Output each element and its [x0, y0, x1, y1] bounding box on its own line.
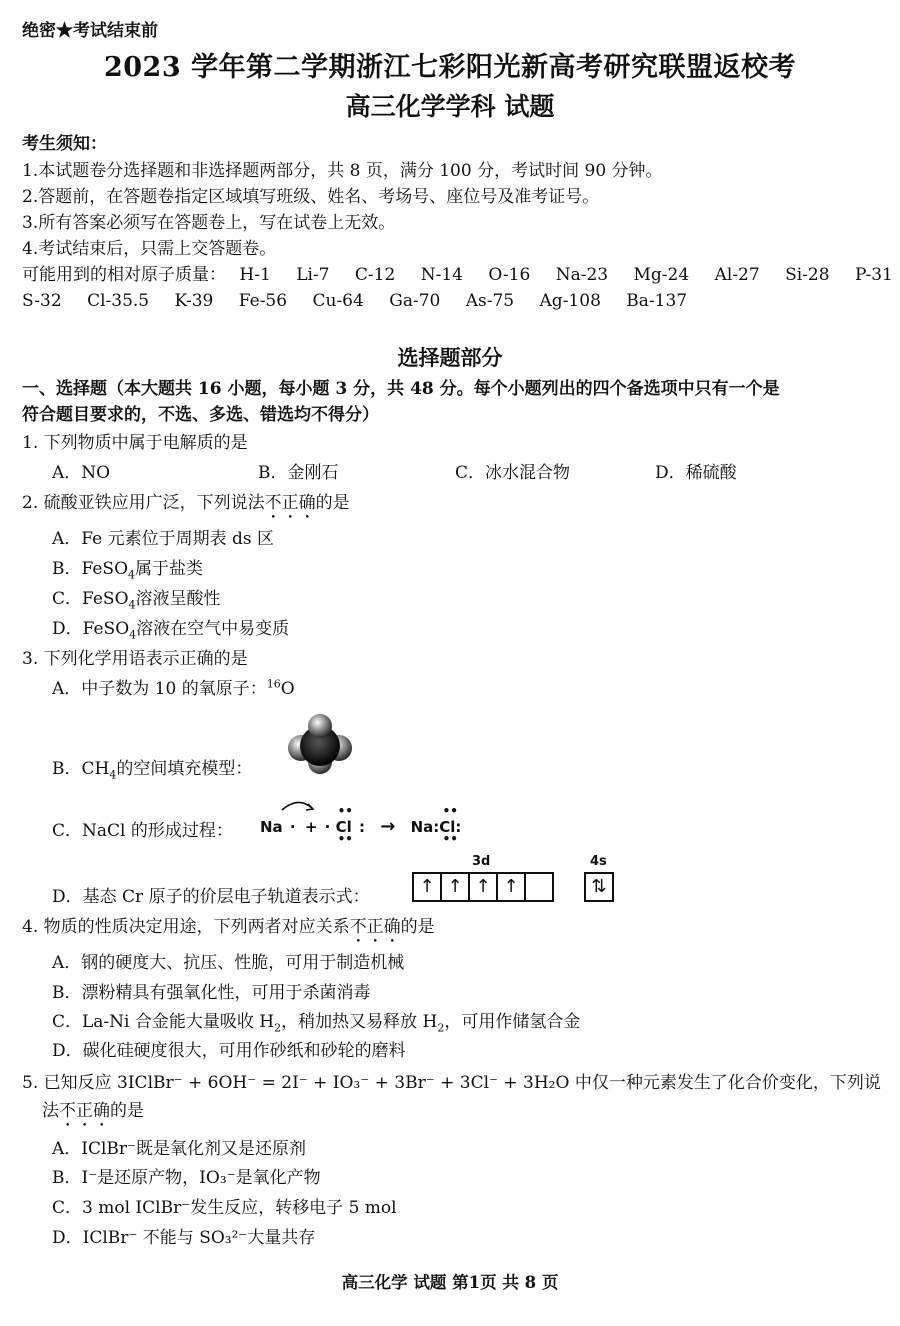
- mass-value: Cu-64: [312, 291, 364, 311]
- plus-sign: +: [304, 818, 318, 836]
- section-title: 选择题部分: [397, 345, 503, 370]
- subscript: 4: [129, 628, 137, 642]
- notice-item: 2.答题前，在答题卷指定区域填写班级、姓名、考场号、座位号及准考证号。: [22, 187, 600, 207]
- q3-option-d: D．基态 Cr 原子的价层电子轨道表示式：: [52, 887, 370, 907]
- mass-value: Mg-24: [633, 265, 690, 285]
- mass-value: Ba-137: [626, 291, 688, 311]
- mass-value: Fe-56: [238, 291, 288, 311]
- confidential-mark: 绝密★考试结束前: [22, 21, 158, 41]
- nacl-product: •• Na:Cl: ••: [410, 804, 462, 846]
- orbital-box: ⇅: [584, 872, 614, 902]
- section-instructions: 符合题目要求的，不选、多选、错选均不得分）: [22, 405, 379, 425]
- q4-option-c-text: C．La-Ni 合金能大量吸收 H: [52, 1012, 275, 1032]
- orbital-box: ↑: [496, 872, 526, 902]
- q5-option-b: B．I⁻是还原产物，IO₃⁻是氧化产物: [52, 1168, 321, 1188]
- section-instructions: 一、选择题（本大题共 16 小题，每小题 3 分，共 48 分。每个小题列出的四个备选项中只有一个是: [22, 379, 780, 399]
- q3-option-a: [52, 678, 295, 700]
- q2-stem-text: 的是: [315, 493, 350, 513]
- atomic-masses-row2: [22, 290, 687, 312]
- mass-value: N-14: [420, 265, 463, 285]
- mass-value: As-75: [465, 291, 515, 311]
- notice-heading: 考生须知：: [22, 134, 107, 154]
- q5-stem-continued: [42, 1100, 144, 1131]
- q5-stem-text: 法: [42, 1101, 59, 1121]
- q2-option-d-text: 溶液在空气中易变质: [136, 619, 290, 639]
- nacl-formation-equation: Na · + · •• Cl •• : → •• Na:Cl: ••: [260, 804, 462, 846]
- sodium-symbol: Na: [260, 818, 283, 836]
- subscript: 4: [109, 768, 117, 782]
- q2-option-c-text: C．FeSO: [52, 589, 129, 609]
- orbital-diagram-4s: [584, 872, 614, 902]
- chlorine-group: •• Cl ••: [335, 804, 353, 846]
- q2-option-d: [52, 618, 289, 640]
- q3-option-b-text: B．CH: [52, 759, 110, 779]
- q4-stem-text: 4. 物质的性质决定用途，下列两者对应关系: [22, 917, 350, 937]
- q2-option-b-text: B．FeSO: [52, 559, 129, 579]
- q4-option-b: B．漂粉精具有强氧化性，可用于杀菌消毒: [52, 983, 371, 1003]
- q1-option-a: A．NO: [52, 463, 111, 483]
- mass-value: Li-7: [296, 265, 330, 285]
- q5-option-a: A．IClBr⁻既是氧化剂又是还原剂: [52, 1139, 307, 1159]
- orbital-box: ↑: [468, 872, 498, 902]
- orbital-diagram-3d: [412, 872, 554, 902]
- exam-subtitle: 高三化学学科 试题: [345, 92, 555, 121]
- subscript: 2: [437, 1021, 445, 1035]
- q4-option-d: D．碳化硅硬度很大，可用作砂纸和砂轮的磨料: [52, 1041, 406, 1061]
- mass-value: Cl-35.5: [87, 291, 150, 311]
- q4-option-c-text: ，可用作储氢合金: [444, 1012, 581, 1032]
- orbital-label-3d: 3d: [472, 854, 491, 869]
- q4-option-c: [52, 1011, 580, 1033]
- q5-stem-emphasis: 不正确: [59, 1101, 110, 1121]
- q2-option-c: [52, 588, 221, 610]
- q1-option-d: D．稀硫酸: [655, 463, 737, 483]
- q5-option-c: C．3 mol IClBr⁻发生反应，转移电子 5 mol: [52, 1198, 397, 1218]
- mass-value: H-1: [239, 265, 271, 285]
- mass-value: Al-27: [714, 265, 760, 285]
- orbital-box: [524, 872, 554, 902]
- nacl-product-text: Na:Cl:: [410, 818, 462, 836]
- notice-item: 4.考试结束后，只需上交答题卷。: [22, 239, 277, 259]
- page-footer: 高三化学 试题 第1页 共 8 页: [341, 1273, 559, 1292]
- q4-option-a: A．钢的硬度大、抗压、性脆，可用于制造机械: [52, 953, 405, 973]
- q3-option-b: [52, 758, 252, 780]
- q4-stem-text: 的是: [400, 917, 435, 937]
- q4-stem-emphasis: 不正确: [349, 917, 401, 937]
- q3-option-b-text: 的空间填充模型：: [116, 759, 253, 779]
- q1-option-c: C．冰水混合物: [455, 463, 571, 483]
- chlorine-symbol: Cl: [335, 818, 352, 836]
- subscript: 4: [128, 598, 136, 612]
- orbital-box: ↑: [440, 872, 470, 902]
- mass-value: O-16: [488, 265, 531, 285]
- q2-option-b-text: 属于盐类: [135, 559, 204, 579]
- q2-stem-emphasis: 不正确: [264, 493, 316, 513]
- methane-space-filling-model-icon: [286, 712, 354, 774]
- orbital-label-4s: 4s: [590, 854, 607, 869]
- q2-stem: [22, 492, 350, 523]
- mass-value: P-31: [854, 265, 893, 285]
- q5-stem-text: 的是: [110, 1101, 144, 1121]
- atomic-masses-row1: [22, 264, 893, 286]
- q1-stem: 1. 下列物质中属于电解质的是: [22, 433, 248, 453]
- q5-stem: 5. 已知反应 3IClBr⁻ + 6OH⁻ = 2I⁻ + IO₃⁻ + 3Br⁻ + 3Cl⁻ + 3H₂O 中仅一种元素发生了化合价变化，下列说: [22, 1073, 881, 1093]
- reaction-arrow: →: [380, 816, 396, 837]
- exam-title: 2023 学年第二学期浙江七彩阳光新高考研究联盟返校考: [103, 52, 797, 83]
- q4-option-c-text: ，稍加热又易释放 H: [281, 1012, 438, 1032]
- q4-stem: [22, 916, 435, 947]
- q1-option-b: B．金刚石: [258, 463, 339, 483]
- mass-value: K-39: [174, 291, 214, 311]
- mass-value: S-32: [22, 291, 62, 311]
- masses-label: 可能用到的相对原子质量：: [22, 265, 226, 285]
- q5-option-d: D．IClBr⁻ 不能与 SO₃²⁻大量共存: [52, 1228, 316, 1248]
- subscript: 4: [128, 568, 136, 582]
- element-symbol: O: [280, 679, 295, 699]
- mass-value: Si-28: [785, 265, 830, 285]
- q2-option-d-text: D．FeSO: [52, 619, 130, 639]
- q2-option-c-text: 溶液呈酸性: [135, 589, 221, 609]
- electron-transfer-arrow-icon: [280, 798, 320, 812]
- q2-stem-text: 2. 硫酸亚铁应用广泛，下列说法: [22, 493, 265, 513]
- q2-option-b: [52, 558, 203, 580]
- notice-item: 3.所有答案必须写在答题卷上，写在试卷上无效。: [22, 213, 396, 233]
- mass-value: C-12: [354, 265, 396, 285]
- mass-value: Na-23: [555, 265, 609, 285]
- mass-value: Ag-108: [539, 291, 601, 311]
- q3-stem: 3. 下列化学用语表示正确的是: [22, 649, 248, 669]
- mass-value: Ga-70: [389, 291, 441, 311]
- superscript: 16: [266, 677, 281, 691]
- notice-item: 1.本试题卷分选择题和非选择题两部分，共 8 页，满分 100 分，考试时间 90 分钟。: [22, 161, 663, 181]
- orbital-box: ↑: [412, 872, 442, 902]
- q3-option-c: C．NaCl 的形成过程：: [52, 821, 233, 841]
- q3-option-a-text: A．中子数为 10 的氧原子：: [52, 679, 267, 699]
- q2-option-a: A．Fe 元素位于周期表 ds 区: [52, 529, 275, 549]
- subscript: 2: [274, 1021, 282, 1035]
